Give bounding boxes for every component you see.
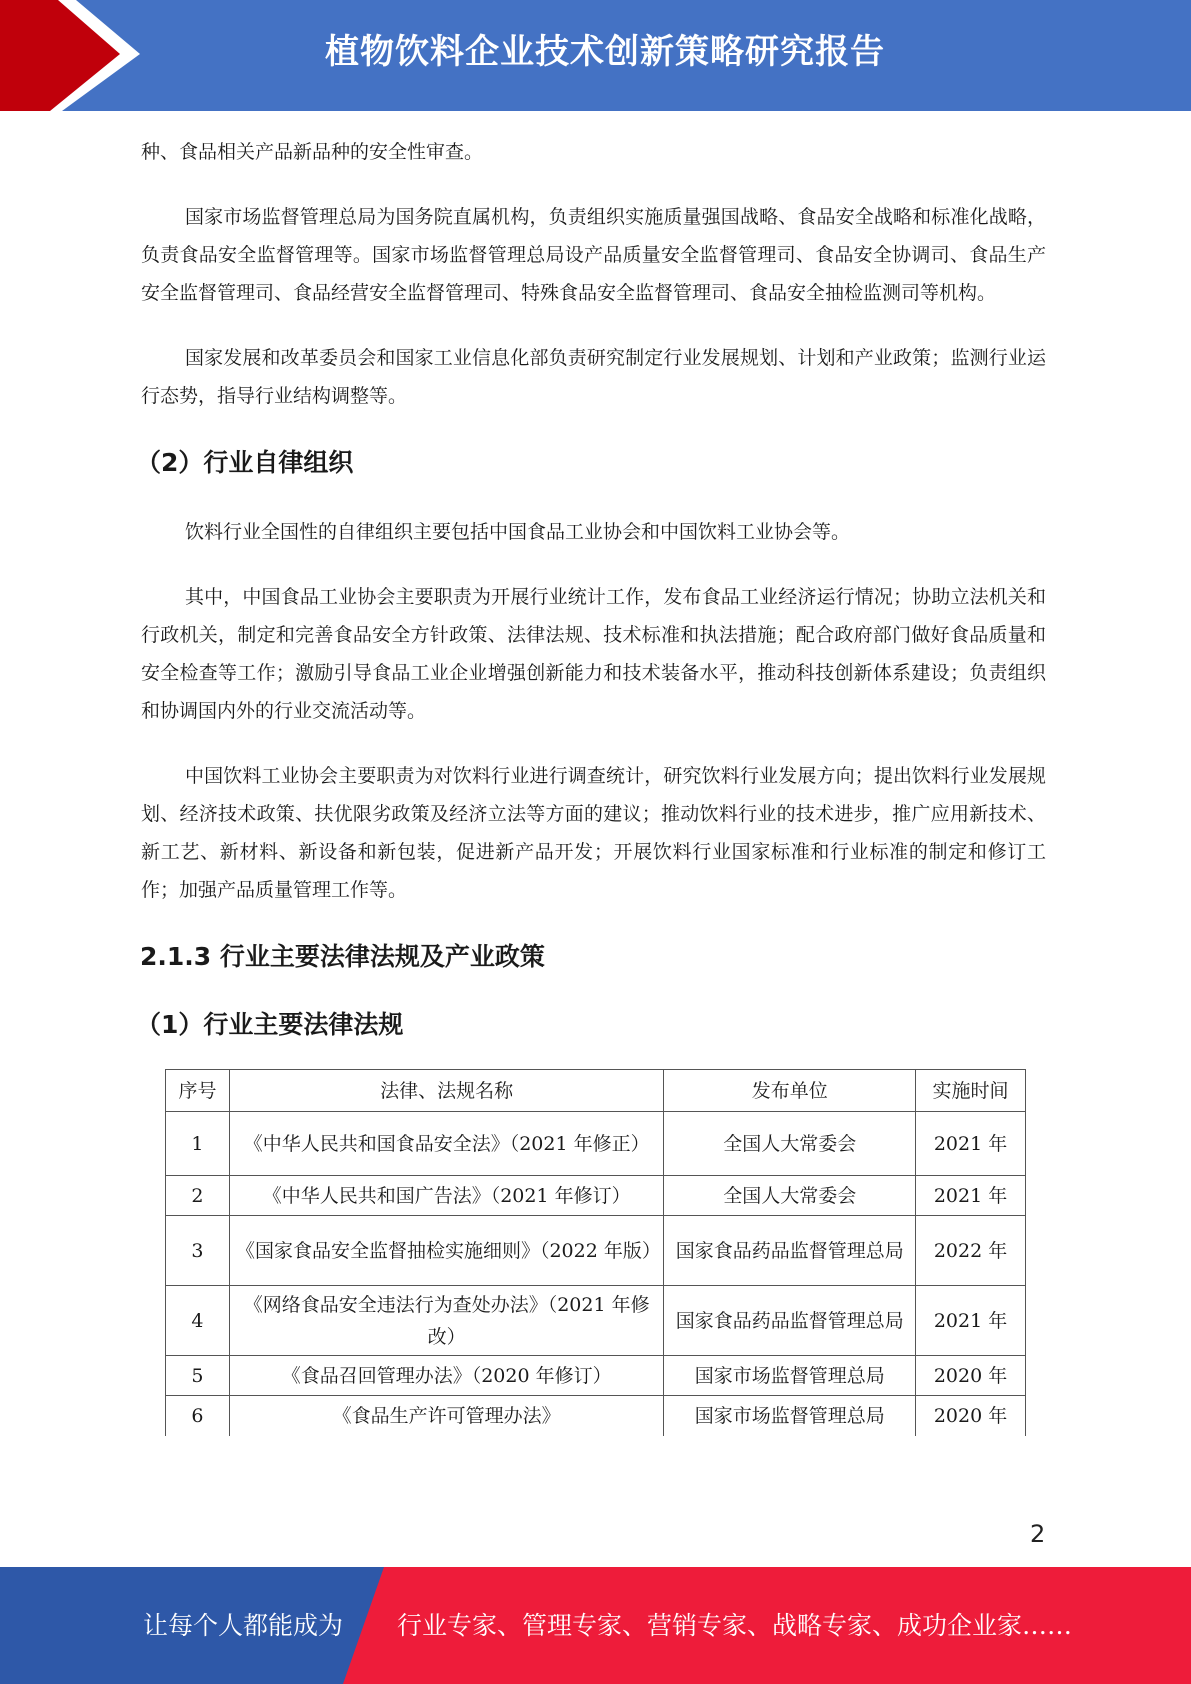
cell-index: 6 (166, 1396, 230, 1436)
footer-slogan-left: 让每个人都能成为 (143, 1611, 344, 1640)
paragraph-orgs-overview: 饮料行业全国性的自律组织主要包括中国食品工业协会和中国饮料工业协会等。 (185, 521, 851, 543)
table-row (166, 1396, 1026, 1436)
page-number: 2 (1030, 1520, 1046, 1548)
cell-issuer: 国家市场监督管理总局 (664, 1396, 916, 1436)
cell-effective-date: 2021 年 (916, 1286, 1026, 1356)
cell-law-name: 《食品召回管理办法》（2020 年修订） (229, 1356, 663, 1396)
cell-effective-date: 2020 年 (916, 1356, 1026, 1396)
cell-law-name: 《食品生产许可管理办法》 (229, 1396, 663, 1436)
cell-law-name: 《网络食品安全违法行为查处办法》（2021 年修改） (229, 1286, 663, 1356)
col-header-law-name: 法律、法规名称 (229, 1070, 663, 1112)
cell-index: 3 (166, 1216, 230, 1286)
paragraph-samr: 国家市场监督管理总局为国务院直属机构，负责组织实施质量强国战略、食品安全战略和标准化战略，负责食品安全监督管理等。国家市场监督管理总局设产品质量安全监督管理司、食品安全协调司、食品生产安全监督管理司、食品经营安全监督管理司、特殊食品安全监督管理司、食品安全抽检监测司等机构。 (141, 206, 1046, 304)
col-header-issuer: 发布单位 (664, 1070, 916, 1112)
heading-main-laws: （1）行业主要法律法规 (136, 1010, 404, 1039)
page-header (0, 0, 1191, 111)
cell-issuer: 全国人大常委会 (664, 1176, 916, 1216)
paragraph-ndrc: 国家发展和改革委员会和国家工业信息化部负责研究制定行业发展规划、计划和产业政策；监测行业运行态势，指导行业结构调整等。 (141, 347, 1046, 407)
paragraph-continued: 种、食品相关产品新品种的安全性审查。 (141, 141, 484, 163)
footer-slogan-right: 行业专家、管理专家、营销专家、战略专家、成功企业家…… (397, 1611, 1073, 1640)
page-footer (0, 1567, 1191, 1684)
cell-issuer: 国家食品药品监督管理总局 (664, 1216, 916, 1286)
paragraph-beverage-assoc: 中国饮料工业协会主要职责为对饮料行业进行调查统计，研究饮料行业发展方向；提出饮料行业发展规划、经济技术政策、扶优限劣政策及经济立法等方面的建议；推动饮料行业的技术进步，推广应用新技术、新工艺、新材料、新设备和新包装，促进新产品开发；开展饮料行业国家标准和行业标准的制定和修订工作；加强产品质量管理工作等。 (141, 765, 1046, 901)
cell-index: 4 (166, 1286, 230, 1356)
table-row (166, 1356, 1026, 1396)
table-row (166, 1286, 1026, 1356)
cell-index: 5 (166, 1356, 230, 1396)
cell-issuer: 国家食品药品监督管理总局 (664, 1286, 916, 1356)
cell-law-name: 《中华人民共和国广告法》（2021 年修订） (229, 1176, 663, 1216)
table-row (166, 1216, 1026, 1286)
cell-effective-date: 2020 年 (916, 1396, 1026, 1436)
cell-law-name: 《中华人民共和国食品安全法》（2021 年修正） (229, 1112, 663, 1176)
cell-index: 1 (166, 1112, 230, 1176)
cell-issuer: 全国人大常委会 (664, 1112, 916, 1176)
cell-issuer: 国家市场监督管理总局 (664, 1356, 916, 1396)
heading-section-2-1-3: 2.1.3 行业主要法律法规及产业政策 (140, 942, 545, 971)
table-row (166, 1112, 1026, 1176)
paragraph-food-industry-assoc: 其中，中国食品工业协会主要职责为开展行业统计工作，发布食品工业经济运行情况；协助立法机关和行政机关，制定和完善食品安全方针政策、法律法规、技术标准和执法措施；配合政府部门做好食品质量和安全检查等工作；激励引导食品工业企业增强创新能力和技术装备水平，推动科技创新体系建设；负责组织和协调国内外的行业交流活动等。 (141, 586, 1046, 722)
laws-table (165, 1069, 1026, 1436)
col-header-effective-date: 实施时间 (916, 1070, 1026, 1112)
table-row (166, 1176, 1026, 1216)
report-title: 植物饮料企业技术创新策略研究报告 (325, 32, 885, 72)
heading-self-regulatory-orgs: （2）行业自律组织 (136, 448, 354, 477)
col-header-index: 序号 (166, 1070, 230, 1112)
page-content (136, 133, 1046, 1436)
cell-effective-date: 2021 年 (916, 1176, 1026, 1216)
cell-effective-date: 2022 年 (916, 1216, 1026, 1286)
cell-effective-date: 2021 年 (916, 1112, 1026, 1176)
table-header-row (166, 1070, 1026, 1112)
cell-law-name: 《国家食品安全监督抽检实施细则》（2022 年版） (229, 1216, 663, 1286)
cell-index: 2 (166, 1176, 230, 1216)
